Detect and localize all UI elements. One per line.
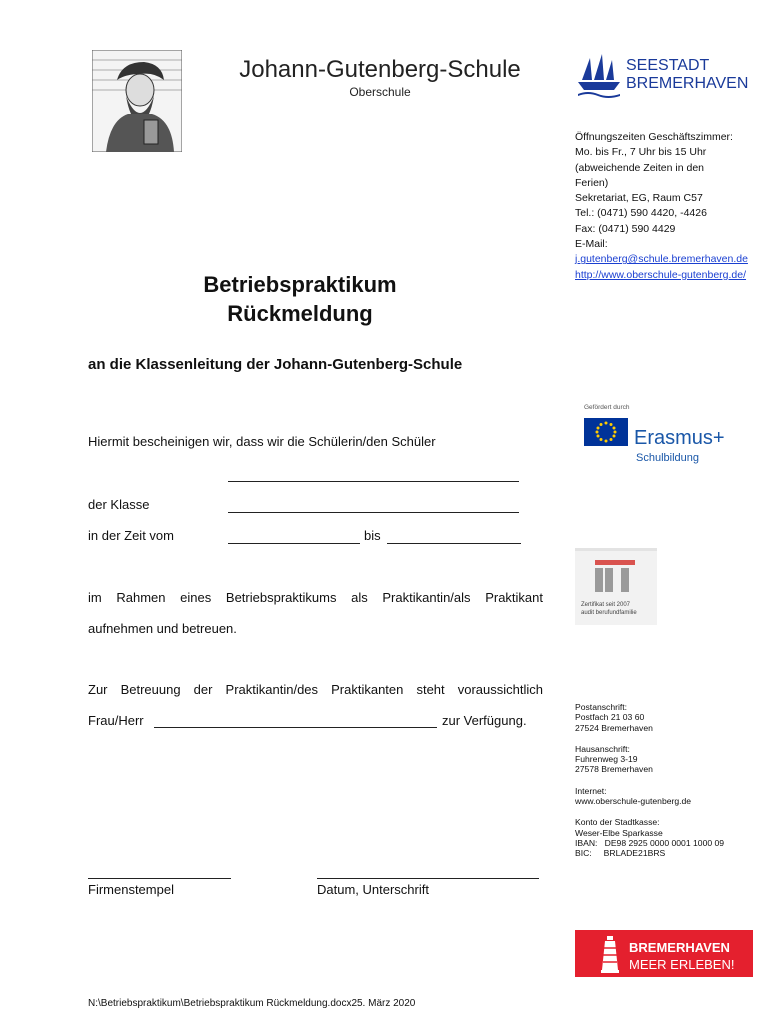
- email-link[interactable]: j.gutenberg@schule.bremerhaven.de: [575, 253, 748, 266]
- document-subtitle: an die Klassenleitung der Johann-Gutenberg-Schule: [88, 356, 463, 373]
- supervision-suffix: zur Verfügung.: [442, 713, 527, 728]
- bank-label: Konto der Stadtkasse:: [575, 817, 660, 828]
- frame-text-line2: aufnehmen und betreuen.: [88, 621, 237, 636]
- supervision-prefix: Frau/Herr: [88, 713, 144, 728]
- bremerhaven-meer-erleben-logo: [575, 930, 753, 977]
- stamp-label: Firmenstempel: [88, 882, 174, 897]
- school-type: Oberschule: [349, 85, 411, 99]
- footer-path: N:\Betriebspraktikum\Betriebspraktikum Rückmeldung.docx25. März 2020: [88, 998, 416, 1009]
- contact-line: Sekretariat, EG, Raum C57: [575, 192, 703, 205]
- erasmus-funded-by: Gefördert durch: [584, 404, 630, 411]
- supervisor-name-line[interactable]: [154, 727, 437, 728]
- document-title: [140, 270, 460, 328]
- frame-text-line1: im Rahmen eines Betriebspraktikums als Praktikantin/als Praktikant: [88, 590, 543, 605]
- class-label: der Klasse: [88, 497, 150, 512]
- contact-line: (abweichende Zeiten in den: [575, 161, 705, 174]
- signature-label: Datum, Unterschrift: [317, 882, 429, 897]
- brand-line1: BREMERHAVEN: [629, 940, 730, 955]
- postal-label: Postanschrift:: [575, 702, 628, 712]
- internet-value: www.oberschule-gutenberg.de: [575, 796, 692, 807]
- brand-line2: MEER ERLEBEN!: [629, 957, 735, 972]
- erasmus-logo: [582, 400, 752, 470]
- contact-line: Öffnungszeiten Geschäftszimmer:: [575, 131, 733, 143]
- postal-line: Postfach 21 03 60: [575, 712, 645, 723]
- gutenberg-portrait: [92, 50, 182, 152]
- period-to-line[interactable]: [387, 543, 521, 544]
- erasmus-name: Erasmus+: [634, 427, 725, 449]
- bank-name: Weser-Elbe Sparkasse: [575, 827, 663, 838]
- internet-label: Internet:: [575, 785, 607, 796]
- title-line-1: Betriebspraktikum: [203, 272, 397, 297]
- period-label: in der Zeit vom: [88, 528, 174, 543]
- contact-line: Ferien): [575, 176, 609, 189]
- house-line: Fuhrenweg 3-19: [575, 754, 638, 765]
- erasmus-sub: Schulbildung: [636, 452, 699, 464]
- student-name-line[interactable]: [228, 481, 519, 482]
- audit-line2: audit berufundfamilie: [581, 610, 637, 616]
- class-line[interactable]: [228, 512, 519, 513]
- stamp-line[interactable]: [88, 878, 231, 879]
- intro-text: Hiermit bescheinigen wir, dass wir die Schülerin/den Schüler: [88, 434, 436, 449]
- address-block: [575, 702, 760, 859]
- contact-info: [575, 130, 760, 283]
- title-line-2: Rückmeldung: [227, 301, 373, 326]
- house-line: 27578 Bremerhaven: [575, 764, 653, 775]
- contact-line: Mo. bis Fr., 7 Uhr bis 15 Uhr: [575, 146, 707, 159]
- contact-line: Fax: (0471) 590 4429: [575, 222, 676, 235]
- signature-line[interactable]: [317, 878, 539, 879]
- iban: IBAN: DE98 2925 0000 0001 1000 09: [575, 837, 725, 848]
- website-link[interactable]: http://www.oberschule-gutenberg.de/: [575, 268, 747, 281]
- period-from-line[interactable]: [228, 543, 360, 544]
- contact-line: Tel.: (0471) 590 4420, -4426: [575, 207, 707, 220]
- supervision-text-line1: Zur Betreuung der Praktikantin/des Praktikanten steht voraussichtlich: [88, 682, 543, 697]
- audit-line1: Zertifikat seit 2007: [581, 602, 631, 608]
- bic: BIC: BRLADE21BRS: [575, 848, 666, 859]
- seestadt-bremerhaven-logo: [576, 50, 751, 100]
- school-name: Johann-Gutenberg-Schule: [239, 56, 521, 83]
- period-bis-label: bis: [364, 528, 381, 543]
- ship-emblem-icon: [578, 54, 620, 98]
- house-label: Hausanschrift:: [575, 743, 630, 754]
- city-logo-line2: BREMERHAVEN: [626, 75, 749, 92]
- audit-berufundfamilie-logo: [575, 548, 657, 625]
- audit-mark-icon: [595, 560, 635, 565]
- contact-line: E-Mail:: [575, 238, 608, 251]
- postal-line: 27524 Bremerhaven: [575, 722, 653, 733]
- city-logo-line1: SEESTADT: [626, 57, 710, 74]
